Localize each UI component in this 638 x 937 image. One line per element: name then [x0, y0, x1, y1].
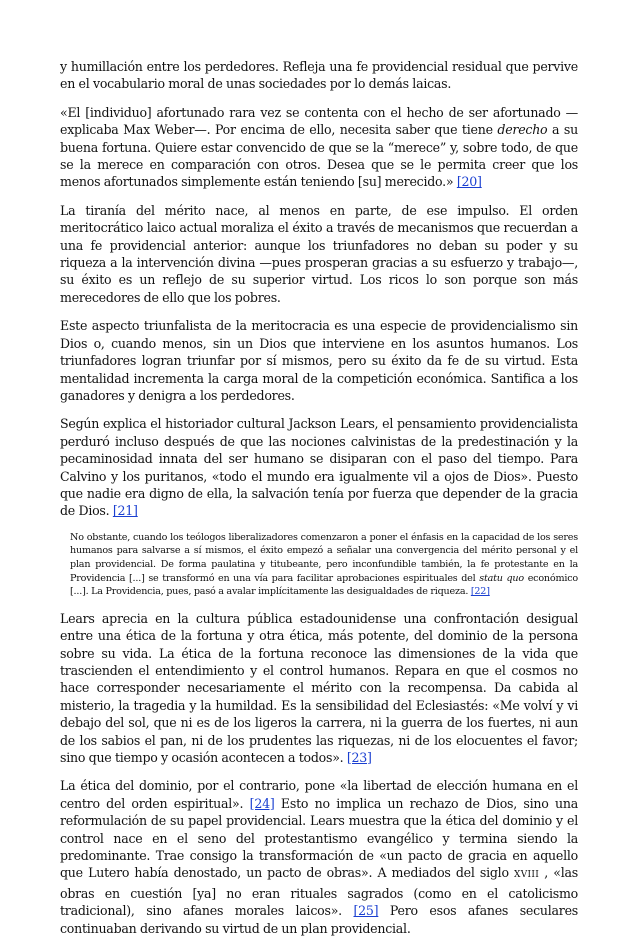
quote-text: No obstante, cuando los teólogos liberalizadores comenzaron a poner el énfasis en la capacidad de los seres humanos para salvarse a sí mismos, el éxito empezó a señalar una convergencia del mérito personal y el plan providencial. De forma paulatina y titubeante, pero inconfundible también, la fe protestante en la Providencia [...] se transformó en una vía para facilitar aprobaciones espirituales del: [70, 531, 578, 584]
paragraph-intro: [60, 58, 578, 93]
footnote-link-23[interactable]: [23]: [346, 749, 372, 765]
paragraph-text: Esto no implica un rechazo de Dios, sino una reformulación de su papel providencial. Lears muestra que la ética del dominio y el control nace en el seno del protestantismo evangélico y termina siendo la predominante. Trae consigo la transformación de «un pacto de gracia en aquello que Lutero había denostado, un pacto de obras». A mediados del siglo: [60, 795, 578, 881]
italic-word: derecho: [497, 122, 548, 138]
paragraph-text: y humillación entre los perdedores. Refleja una fe providencial residual que pervive en el vocabulario moral de unas sociedades por lo demás laicas.: [60, 59, 578, 92]
quote-text: económico [...]. La Providencia, pues, pasó a avalar implícitamente las desigualdades de riqueza.: [70, 572, 578, 598]
paragraph-text: Según explica el historiador cultural Jackson Lears, el pensamiento providencialista perduró incluso después de que las nociones calvinistas de la predestinación y la pecaminosidad innata del ser humano se disiparan con el paso del tiempo. Para Calvino y los puritanos, «todo el mundo era igualmente vil a ojos de Dios». Puesto que nadie era digno de ella, la salvación tenía por fuerza que depender de la gracia de Dios.: [60, 416, 578, 519]
paragraph-text: a su buena fortuna. Quiere estar convencido de que se la “merece” y, sobre todo, de que se la merece en comparación con otros. Desea que se le permita creer que los menos afortunados simplemente están teniendo [su] merecido.»: [60, 122, 578, 190]
paragraph-text: «El [individuo] afortunado rara vez se contenta con el hecho de ser afortunado —explicaba Max Weber—. Por encima de ello, necesita saber que tiene: [60, 104, 578, 138]
paragraph-text: , «las obras en cuestión [ya] no eran rituales sagrados (como en el catolicismo tradicional), sino afanes morales laicos».: [60, 865, 578, 919]
paragraph-triumphalism: [60, 317, 578, 404]
paragraph-ethics-of-fortune: [60, 610, 578, 767]
footnote-link-22[interactable]: [22]: [470, 586, 490, 598]
paragraph-weber-quote: [60, 104, 578, 191]
paragraph-lears: [60, 415, 578, 519]
footnote-link-20[interactable]: [20]: [456, 174, 482, 190]
paragraph-ethics-of-mastery: [60, 777, 578, 937]
paragraph-tyranny: [60, 202, 578, 306]
italic-phrase: statu quo: [479, 572, 524, 584]
roman-numeral-century: XVIII: [514, 870, 540, 881]
footnote-link-21[interactable]: [21]: [112, 503, 138, 519]
footnote-link-25[interactable]: [25]: [353, 903, 379, 919]
paragraph-text: Lears aprecia en la cultura pública estadounidense una confrontación desigual entre una ética de la fortuna y otra ética, más potente, del dominio de la persona sobre su vida. La ética de la fortuna reconoce las dimensiones de la vida que trascienden el entendimiento y el control humanos. Repara en que el cosmos no hace corresponder necesariamente el mérito con la recompensa. Da cabida al misterio, la tragedia y la humildad. Es la sensibilidad del Eclesiastés: «Me volví y vi debajo del sol, que ni es de los ligeros la carrera, ni la guerra de los fuertes, ni aun de los sabios el pan, ni de los prudentes las riquezas, ni de los elocuentes el favor; sino que tiempo y ocasión acontecen a todos».: [60, 610, 578, 765]
footnote-link-24[interactable]: [24]: [249, 795, 275, 811]
block-quote: [70, 531, 578, 599]
paragraph-text: La tiranía del mérito nace, al menos en parte, de ese impulso. El orden meritocrático laico actual moraliza el éxito a través de mecanismos que recuerdan a una fe providencial anterior: aunque los triunfadores no deban su poder y su riqueza a la intervención divina —pues prosperan gracias a su esfuerzo y trabajo—, su éxito es un reflejo de su superior virtud. Los ricos lo son porque son más merecedores de ello que los pobres.: [60, 202, 578, 305]
paragraph-text: Pero esos afanes seculares continuaban derivando su virtud de un plan providencial.: [60, 903, 578, 936]
paragraph-text: La ética del dominio, por el contrario, pone «la libertad de elección humana en el centro del orden espiritual».: [60, 778, 578, 811]
paragraph-text: Este aspecto triunfalista de la meritocracia es una especie de providencialismo sin Dios o, cuando menos, sin un Dios que interviene en los asuntos humanos. Los triunfadores logran triunfar por sí mismos, pero su éxito da fe de su virtud. Esta mentalidad incrementa la carga moral de la competición económica. Santifica a los ganadores y denigra a los perdedores.: [60, 318, 578, 403]
